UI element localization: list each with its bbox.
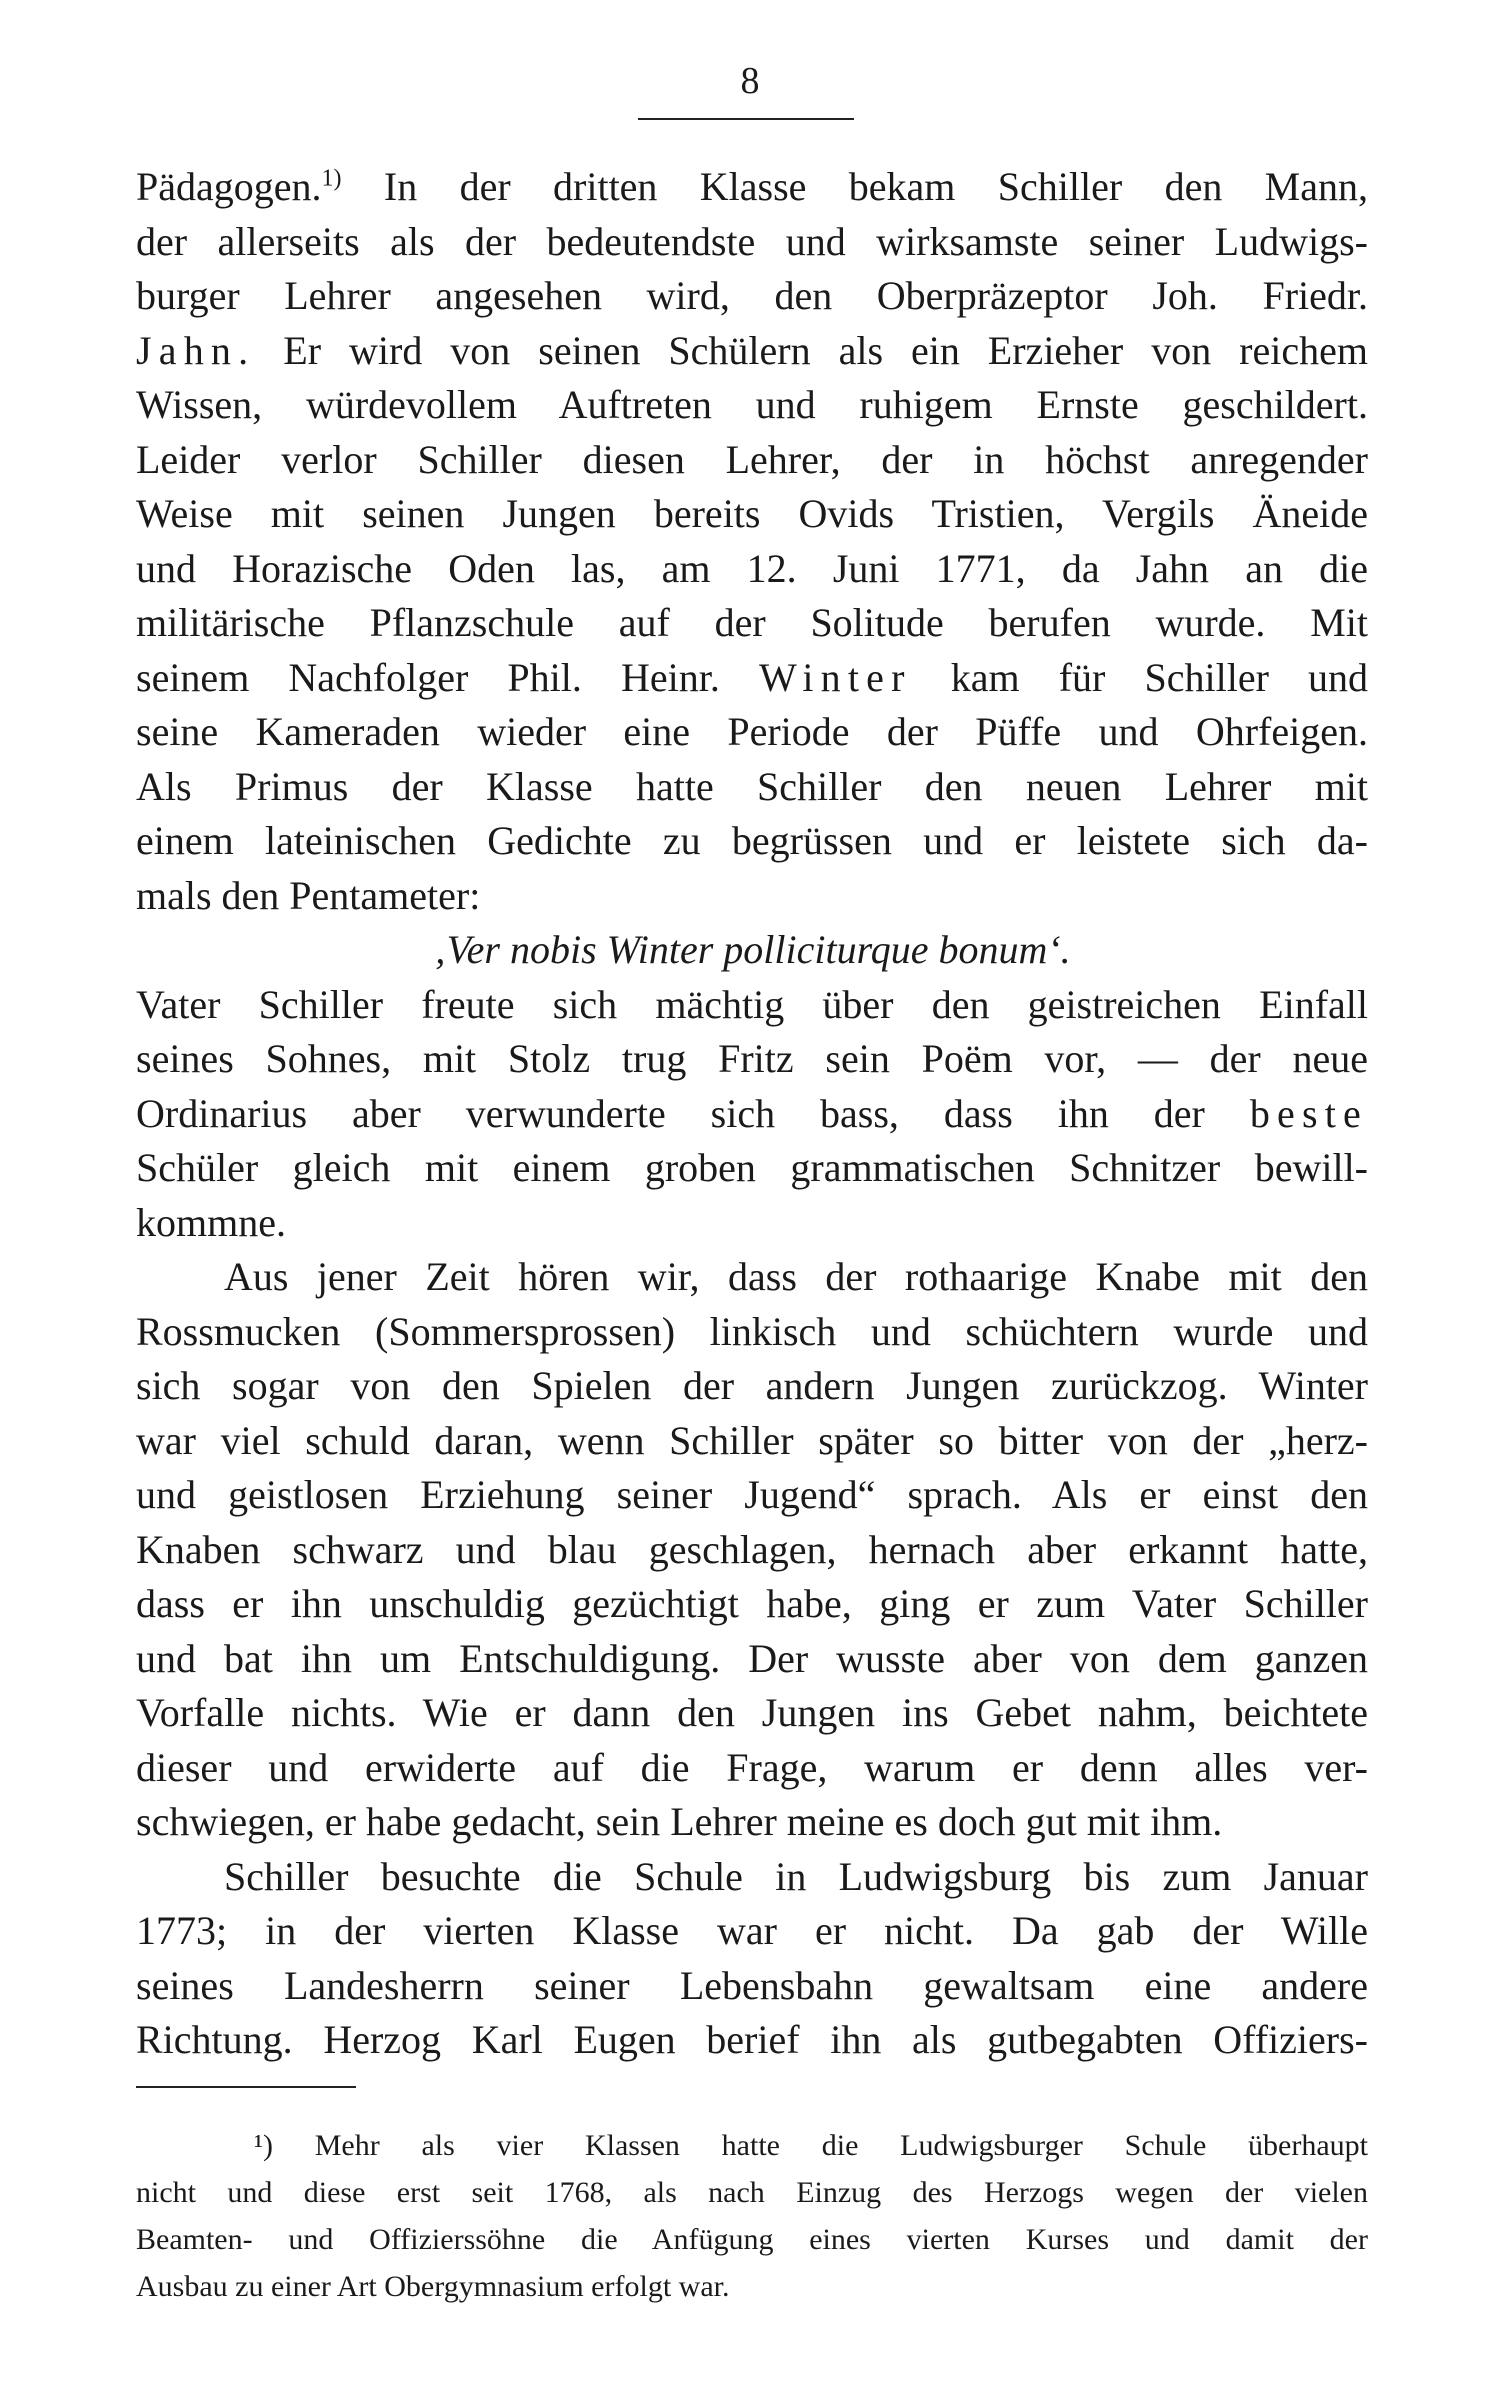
text-line: einem lateinischen Gedichte zu begrüssen und er leistete sich da- (136, 818, 1368, 863)
text-line: und bat ihn um Entschuldigung. Der wusste aber von dem ganzen (136, 1635, 1368, 1681)
text-line: seine Kameraden wieder eine Periode der Püffe und Ohrfeigen. (136, 709, 1368, 754)
footnote-line: Ausbau zu einer Art Obergymnasium erfolgt war. (136, 2270, 730, 2303)
text-line: Wissen, würdevollem Auftreten und ruhigem Ernste geschildert. (136, 382, 1368, 427)
text-line (136, 1087, 1368, 1142)
text-line: 1773; in der vierten Klasse war er nicht. Da gab der Wille (136, 1908, 1368, 1953)
text-line: mals den Pentameter: (136, 872, 481, 918)
spaced-name: Winter (758, 654, 912, 700)
text-line (136, 160, 1368, 215)
paragraph-start: Schiller besuchte die Schule in Ludwigsburg bis zum Januar (224, 1853, 1368, 1899)
line-text: Er wird von seinen Schülern als ein Erzieher von reichem (283, 327, 1368, 373)
text-line (136, 651, 1368, 706)
text-line: kommne. (136, 1199, 286, 1245)
text-line (136, 324, 1368, 379)
spaced-name: Jahn. (136, 327, 256, 373)
text-line: Rossmucken (Sommersprossen) linkisch und schüchtern wurde und (136, 1308, 1368, 1354)
text-line: sich sogar von den Spielen der andern Jungen zurückzog. Winter (136, 1363, 1368, 1408)
text-line: schwiegen, er habe gedacht, sein Lehrer meine es doch gut mit ihm. (136, 1799, 1223, 1844)
footnote-line (136, 2122, 1368, 2169)
text-line: Als Primus der Klasse hatte Schiller den neuen Lehrer mit (136, 763, 1368, 809)
text-line: Vater Schiller freute sich mächtig über den geistreichen Einfall (136, 981, 1368, 1027)
footnote-rule (136, 2086, 356, 2088)
header-rule (638, 118, 854, 120)
main-text (136, 160, 1368, 2068)
text-line: burger Lehrer angesehen wird, den Oberpräzeptor Joh. Friedr. (136, 273, 1368, 318)
paragraph-start: Aus jener Zeit hören wir, dass der rothaarige Knabe mit den (224, 1254, 1368, 1299)
footnote-text: Mehr als vier Klassen hatte die Ludwigsburger Schule überhaupt (314, 2129, 1368, 2162)
text-line: der allerseits als der bedeutendste und wirksamste seiner Ludwigs- (136, 218, 1368, 264)
footnote-line: Beamten- und Offizierssöhne die Anfügung eines vierten Kurses und damit der (136, 2223, 1368, 2256)
line-lead: seinem Nachfolger Phil. Heinr. (136, 654, 720, 700)
text-line: Weise mit seinen Jungen bereits Ovids Tristien, Vergils Äneide (136, 491, 1368, 536)
text-line: war viel schuld daran, wenn Schiller später so bitter von der „herz- (136, 1417, 1368, 1463)
page-number: 8 (740, 60, 760, 102)
footnote-line: nicht und diese erst seit 1768, als nach Einzug des Herzogs wegen der vielen (136, 2176, 1368, 2209)
spaced-word: beste (1249, 1090, 1368, 1136)
text-line: Leider verlor Schiller diesen Lehrer, der in höchst anregender (136, 436, 1368, 482)
text-line: Richtung. Herzog Karl Eugen berief ihn als gutbegabten Offiziers- (136, 2017, 1368, 2062)
footnote-block (136, 2122, 1368, 2310)
line-text: Ordinarius aber verwunderte sich bass, dass ihn der (136, 1090, 1205, 1136)
line-lead: Pädagogen. (136, 164, 322, 209)
text-line: dieser und erwiderte auf die Frage, warum er denn alles ver- (136, 1744, 1368, 1790)
line-text: In der dritten Klasse bekam Schiller den Mann, (383, 164, 1368, 209)
line-text: kam für Schiller und (950, 654, 1368, 700)
text-line: seines Sohnes, mit Stolz trug Fritz sein Poëm vor, — der neue (136, 1036, 1368, 1081)
text-line: und Horazische Oden las, am 12. Juni 1771, da Jahn an die (136, 545, 1368, 591)
text-line: militärische Pflanzschule auf der Solitude berufen wurde. Mit (136, 600, 1368, 645)
text-line: dass er ihn unschuldig gezüchtigt habe, ging er zum Vater Schiller (136, 1581, 1368, 1626)
footnote-reference: 1) (321, 165, 342, 192)
text-line: Knaben schwarz und blau geschlagen, hernach aber erkannt hatte, (136, 1526, 1368, 1572)
footnote-marker: ¹) (254, 2129, 273, 2162)
text-line: seines Landesherrn seiner Lebensbahn gewaltsam eine andere (136, 1962, 1368, 2008)
quoted-verse: ‚Ver nobis Winter polliciturque bonum‘. (433, 927, 1071, 972)
text-line: und geistlosen Erziehung seiner Jugend“ sprach. Als er einst den (136, 1472, 1368, 1517)
text-line: Vorfalle nichts. Wie er dann den Jungen ins Gebet nahm, beichtete (136, 1690, 1368, 1735)
text-line: Schüler gleich mit einem groben grammatischen Schnitzer bewill- (136, 1145, 1368, 1190)
